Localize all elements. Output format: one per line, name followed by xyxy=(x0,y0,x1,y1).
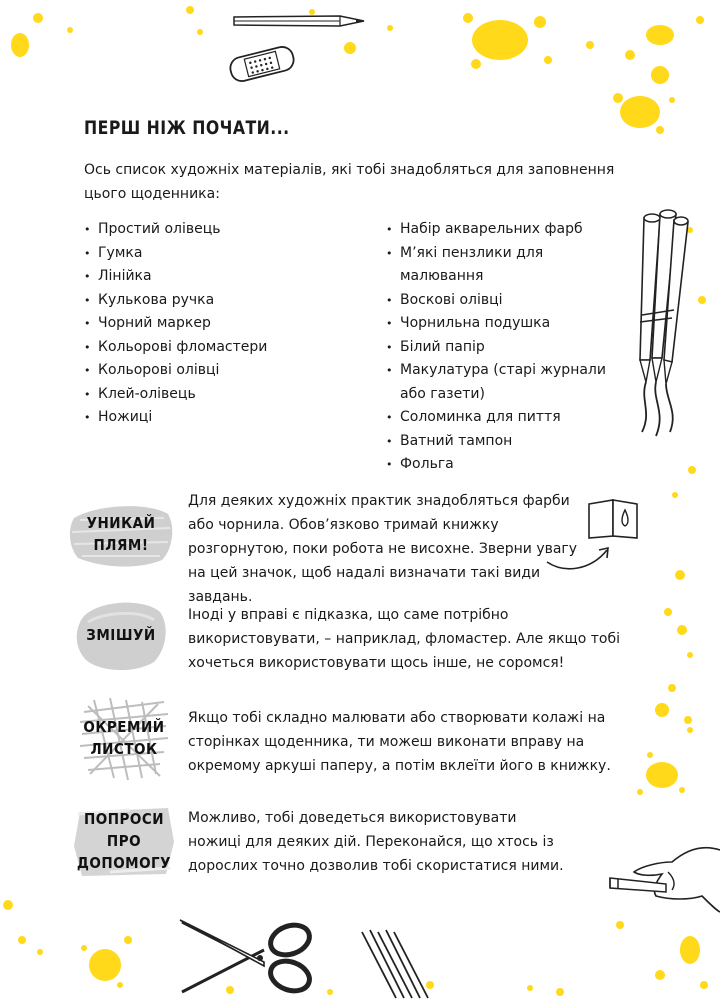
eraser-icon xyxy=(224,42,300,86)
list-item: • Фольга xyxy=(386,453,626,477)
paintbrushes-icon xyxy=(622,200,702,440)
open-book-ink-icon xyxy=(585,496,643,542)
list-item: • Воскові олівці xyxy=(386,289,626,313)
list-item: • М’які пензлики для малювання xyxy=(386,242,626,289)
list-item: • Кольорові олівці xyxy=(84,359,324,383)
list-item: • Лінійка xyxy=(84,265,324,289)
hand-icon xyxy=(606,840,720,916)
badge-avoid-stains: УНИКАЙ ПЛЯМ! xyxy=(68,498,174,570)
badge-mix: ЗМІШУЙ xyxy=(74,598,168,672)
arrow-icon xyxy=(545,538,615,574)
list-item: • Ножиці xyxy=(84,406,324,430)
intro-text: Ось список художніх матеріалів, які тобі знадобляться для заповнення цього щоденника: xyxy=(84,162,615,202)
materials-list-left xyxy=(84,218,324,430)
pencil-icon xyxy=(232,13,367,29)
list-item: • Простий олівець xyxy=(84,218,324,242)
list-item: • Кулькова ручка xyxy=(84,289,324,313)
tip-text: Для деяких художніх практик знадобляться фарби або чорнила. Обов’язково тримай книжку розгорнутою, поки робота не висохне. Зверни увагу на цей значок, щоб надалі визначати такі види завдань. xyxy=(188,493,578,605)
list-item: • Клей-олівець xyxy=(84,383,324,407)
page-title: ПЕРШ НІЖ ПОЧАТИ... xyxy=(84,117,290,139)
list-item: • Білий папір xyxy=(386,336,626,360)
materials-list-right xyxy=(386,218,626,477)
badge-separate-sheet: ОКРЕМИЙ ЛИСТОК xyxy=(74,692,174,784)
list-item: • Соломинка для пиття xyxy=(386,406,626,430)
badge-ask-for-help: ПОПРОСИ ПРО ДОПОМОГУ xyxy=(70,802,178,880)
list-item: • Кольорові фломастери xyxy=(84,336,324,360)
list-item: • Чорнильна подушка xyxy=(386,312,626,336)
list-item: • Макулатура (старі журнали або газети) xyxy=(386,359,610,406)
list-item: • Чорний маркер xyxy=(84,312,324,336)
list-item: • Ватний тампон xyxy=(386,430,626,454)
list-item: • Набір акварельних фарб xyxy=(386,218,626,242)
hatch-lines-icon xyxy=(356,928,430,1000)
tip-text: Іноді у вправі є підказка, що саме потрібно використовувати, – наприклад, фломастер. Але якщо тобі хочеться використовувати щось інше, не соромся! xyxy=(188,607,620,671)
scissors-icon xyxy=(178,918,316,994)
tip-text: Можливо, тобі доведеться використовувати ножиці для деяких дій. Переконайся, що хтось із дорослих точно дозволив тобі скористатися ними. xyxy=(188,810,564,874)
list-item: • Гумка xyxy=(84,242,324,266)
tip-text: Якщо тобі складно малювати або створювати колажі на сторінках щоденника, ти можеш виконати вправу на окремому аркуші паперу, а потім вклеїти його в книжку. xyxy=(188,710,611,774)
